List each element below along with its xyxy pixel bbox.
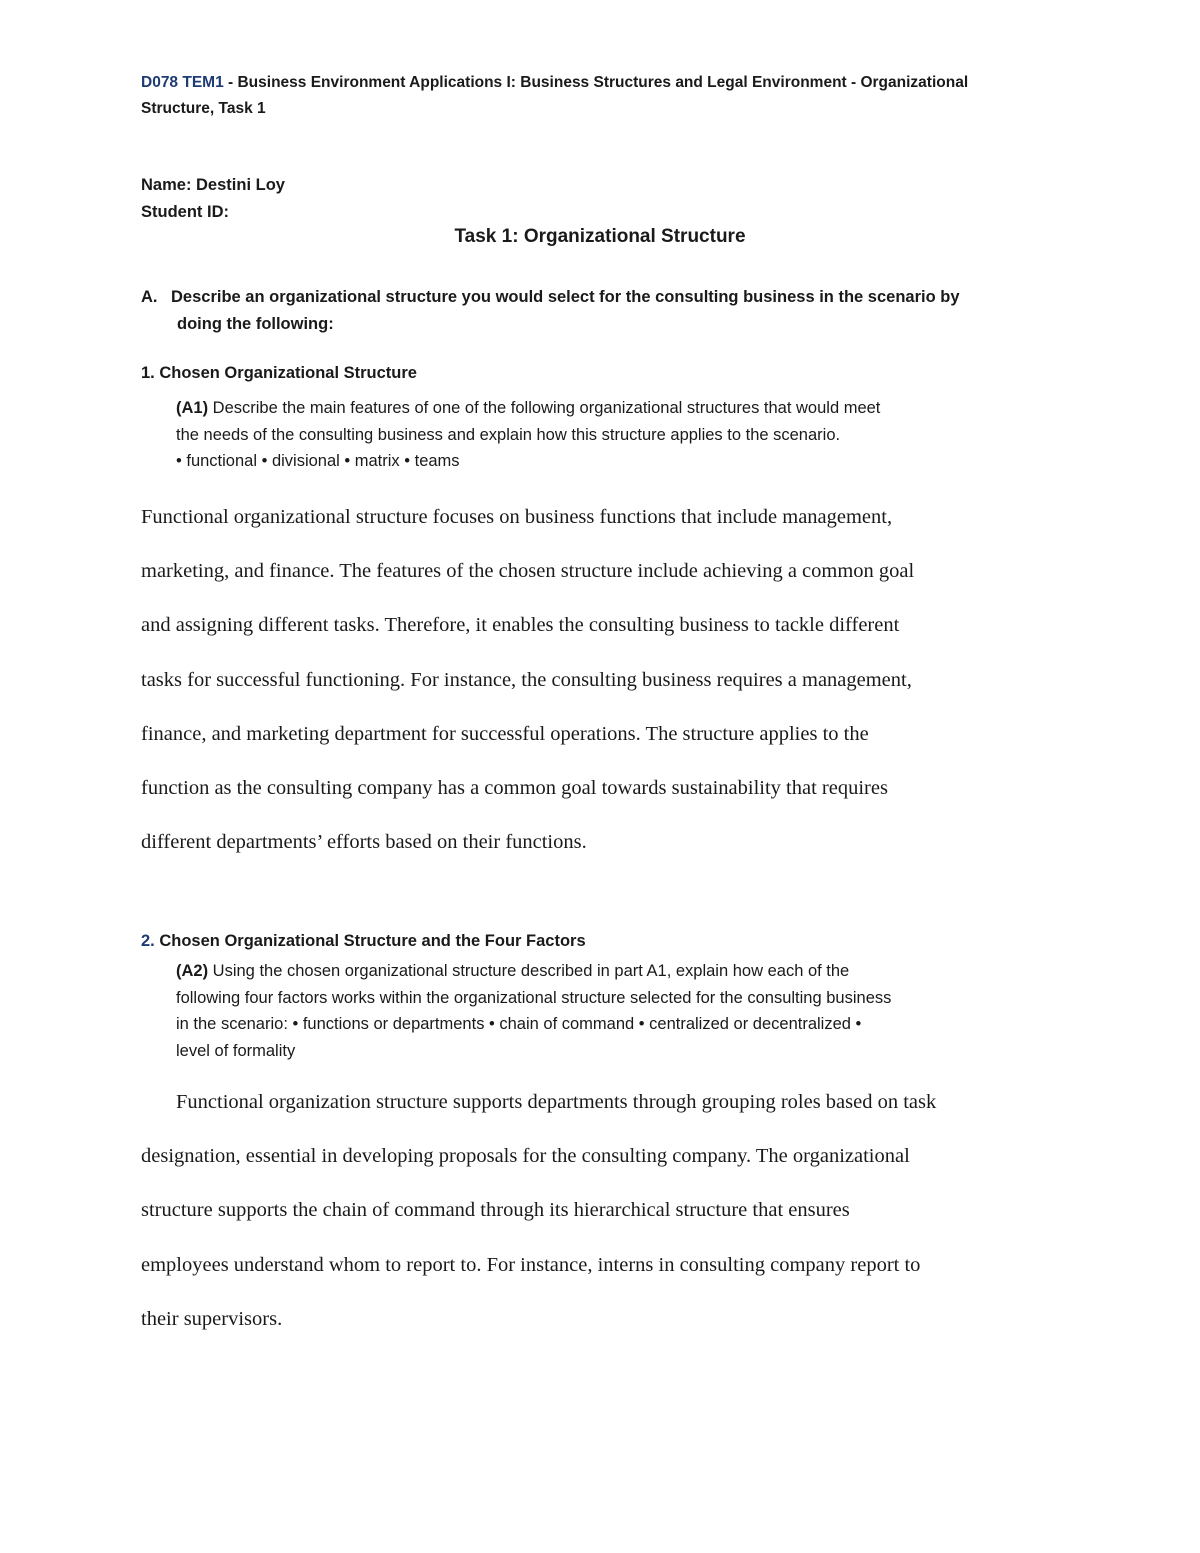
section-a-heading [141, 284, 1071, 338]
part-2-answer [141, 1075, 1061, 1346]
course-code: D078 TEM1 [141, 74, 224, 91]
part-2-prompt-tag: (A2) [176, 962, 209, 980]
answer-line: different departments’ efforts based on their functions. [141, 831, 587, 854]
part-2-title [141, 932, 586, 951]
part-2-prompt-line-4: level of formality [176, 1041, 296, 1060]
header-line-1 [141, 70, 1041, 96]
answer-line: their supervisors. [141, 1307, 283, 1330]
part-1-prompt [176, 395, 1056, 475]
course-title-line-1: Business Environment Applications I: Business Structures and Legal Environment - Organizational [237, 74, 969, 91]
student-name: Name: Destini Loy [141, 176, 285, 194]
section-a-line-2: doing the following: [177, 315, 334, 333]
part-1-answer [141, 490, 1061, 869]
part-2-prompt-line-1: Using the chosen organizational structure described in part A1, explain how each of the [208, 962, 850, 980]
part-1-prompt-line-2: the needs of the consulting business and explain how this structure applies to the scenario. [176, 425, 841, 444]
answer-line: tasks for successful functioning. For instance, the consulting business requires a management, [141, 668, 912, 691]
part-1-prompt-tag: (A1) [176, 399, 209, 417]
answer-line: finance, and marketing department for successful operations. The structure applies to the [141, 722, 869, 745]
answer-line: structure supports the chain of command through its hierarchical structure that ensures [141, 1199, 850, 1222]
part-2-number: 2. [141, 932, 155, 950]
answer-line: and assigning different tasks. Therefore, it enables the consulting business to tackle different [141, 614, 900, 637]
part-2-prompt-line-2: following four factors works within the organizational structure selected for the consulting business [176, 988, 892, 1007]
student-info [141, 172, 285, 226]
part-1-prompt-line-1: Describe the main features of one of the following organizational structures that would meet [208, 399, 881, 417]
header-separator: - [223, 74, 238, 91]
answer-line: employees understand whom to report to. For instance, interns in consulting company report to [141, 1253, 921, 1276]
answer-line: Functional organization structure supports departments through grouping roles based on task [176, 1091, 937, 1113]
student-id: Student ID: [141, 203, 229, 221]
section-a-line-1: Describe an organizational structure you would select for the consulting business in the scenario by [171, 288, 960, 306]
answer-line: designation, essential in developing proposals for the consulting company. The organizational [141, 1145, 910, 1168]
course-title-line-2: Structure, Task 1 [141, 100, 266, 117]
section-a-label: A. [141, 288, 158, 306]
part-2-prompt-line-3: in the scenario: • functions or departments • chain of command • centralized or decentralized • [176, 1015, 862, 1033]
part-2-title-text: Chosen Organizational Structure and the Four Factors [154, 932, 586, 950]
answer-line: function as the consulting company has a common goal towards sustainability that requires [141, 777, 888, 800]
page-title: Task 1: Organizational Structure [454, 226, 746, 247]
part-2-prompt [176, 958, 1056, 1064]
part-1-title: 1. Chosen Organizational Structure [141, 364, 417, 382]
part-1-prompt-line-3: • functional • divisional • matrix • teams [176, 452, 460, 470]
document-header [141, 70, 1041, 122]
answer-line: marketing, and finance. The features of the chosen structure include achieving a common goal [141, 560, 915, 583]
answer-line: Functional organizational structure focuses on business functions that include management, [141, 506, 893, 528]
